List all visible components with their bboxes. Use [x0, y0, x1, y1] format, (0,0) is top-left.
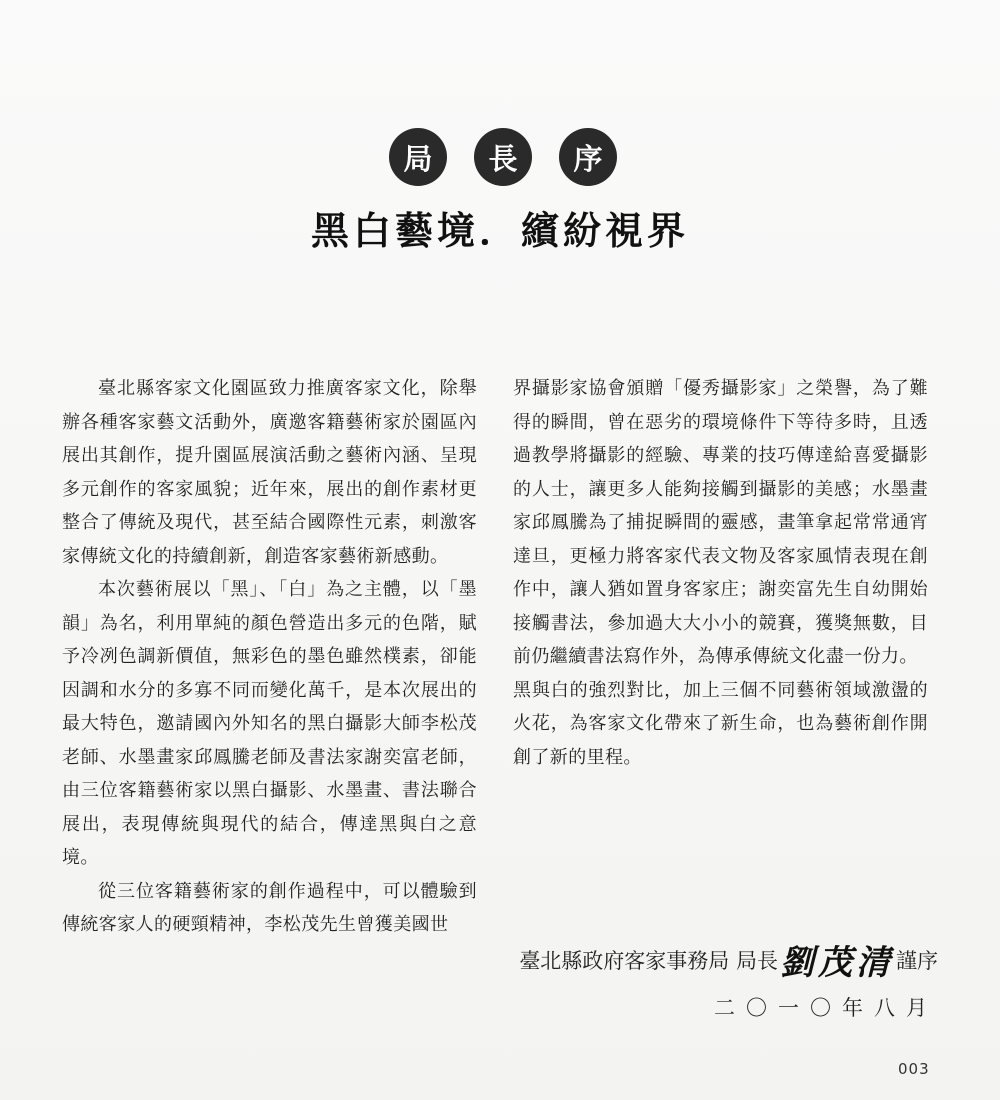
paragraph: 臺北縣客家文化園區致力推廣客家文化，除舉辦各種客家藝文活動外，廣邀客籍藝術家於園區內展出其創作，提升園區展演活動之藝術內涵、呈現多元創作的客家風貌；近年來，展出的創作素材更整合了傳統及現代，甚至結合國際性元素，刺激客家傳統文化的持續創新，創造客家藝術新感動。 [62, 378, 477, 567]
badge-zhang: 長 [474, 128, 532, 186]
handwritten-signature: 劉茂清 [780, 943, 894, 983]
signature-date: 二〇一〇年八月 [714, 996, 938, 1020]
signatory-title: 臺北縣政府客家事務局 局長 [519, 948, 778, 973]
body-column-left [62, 372, 477, 942]
badge-ju: 局 [389, 128, 447, 186]
page-title: 黑白藝境．繽紛視界 [310, 209, 689, 253]
paragraph: 界攝影家協會頒贈「優秀攝影家」之榮譽，為了難得的瞬間，曾在惡劣的環境條件下等待多時，且透過教學將攝影的經驗、專業的技巧傳達給喜愛攝影的人士，讓更多人能夠接觸到攝影的美感；水墨畫家邱鳳騰為了捕捉瞬間的靈感，畫筆拿起常常通宵達旦，更極力將客家代表文物及客家風情表現在創作中，讓人猶如置身客家庄；謝奕富先生自幼開始接觸書法，參加過大大小小的競賽，獲獎無數，目前仍繼續書法寫作外，為傳承傳統文化盡一份力。 [513, 378, 928, 667]
paragraph: 黑與白的強烈對比，加上三個不同藝術領域激盪的火花，為客家文化帶來了新生命，也為藝術創作開創了新的里程。 [513, 679, 928, 768]
signature-block [519, 935, 938, 1022]
body-column-right [513, 372, 928, 774]
signature-line [519, 935, 938, 984]
paragraph: 從三位客籍藝術家的創作過程中，可以體驗到傳統客家人的硬頸精神，李松茂先生曾獲美國世 [62, 880, 477, 935]
badge-xu: 序 [559, 128, 617, 186]
paragraph: 本次藝術展以「黑」、「白」為之主體，以「墨韻」為名，利用單純的顏色營造出多元的色階，賦予冷冽色調新價值，無彩色的墨色雖然樸素，卻能因調和水分的多寡不同而變化萬千，是本次展出的最大特色，邀請國內外知名的黑白攝影大師李松茂老師、水墨畫家邱鳳騰老師及書法家謝奕富老師，由三位客籍藝術家以黑白攝影、水墨畫、書法聯合展出，表現傳統與現代的結合，傳達黑與白之意境。 [62, 579, 477, 868]
page-number: 003 [898, 1060, 930, 1078]
signature-suffix: 謹序 [896, 948, 938, 973]
section-badges [389, 128, 619, 188]
